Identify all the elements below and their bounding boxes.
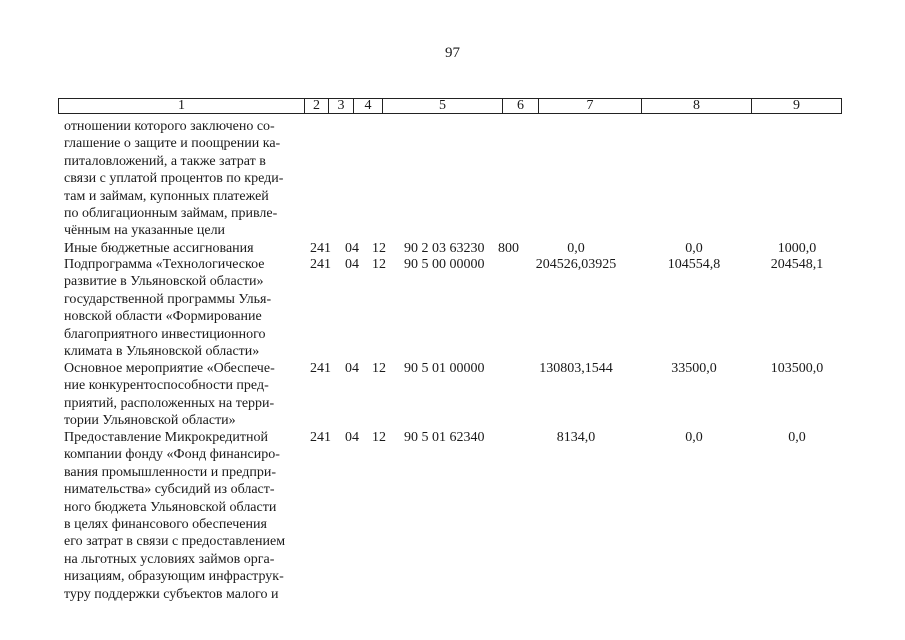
- cell-col-9: 103500,0: [770, 361, 824, 376]
- cell-col-5: 90 5 01 62340: [404, 430, 485, 445]
- text-line: климата в Ульяновской области»: [64, 344, 260, 360]
- header-col-2: 2: [304, 99, 328, 113]
- text-line: тории Ульяновской области»: [64, 413, 236, 429]
- cell-col-7: 130803,1544: [539, 361, 613, 376]
- text-line: по облигационным займам, привле-: [64, 206, 278, 222]
- text-line: нимательства» субсидий из област-: [64, 482, 275, 498]
- text-line: государственной программы Улья-: [64, 291, 272, 307]
- text-line: чённым на указанные цели: [64, 223, 226, 239]
- cell-col-2: 241: [310, 257, 331, 272]
- text-line: Иные бюджетные ассигнования: [64, 241, 254, 256]
- header-col-8: 8: [641, 99, 751, 113]
- cell-col-3: 04: [345, 257, 359, 272]
- cell-col-8: 33500,0: [671, 361, 717, 376]
- cell-col-3: 04: [345, 430, 359, 445]
- row-description: [64, 240, 300, 257]
- header-col-1: 1: [178, 98, 185, 113]
- cell-col-4: 12: [372, 257, 386, 272]
- cell-col-5: 90 5 01 00000: [404, 361, 485, 376]
- text-line: его затрат в связи с предоставлением: [64, 534, 286, 550]
- text-line: новской области «Формирование: [64, 309, 262, 325]
- cell-col-6: 800: [498, 241, 519, 256]
- text-line: связи с уплатой процентов по креди-: [64, 171, 284, 187]
- cell-col-4: 12: [372, 430, 386, 445]
- text-line: вания промышленности и предпри-: [64, 464, 276, 480]
- text-line: глашение о защите и поощрении ка-: [64, 136, 281, 152]
- cell-col-5: 90 5 00 00000: [404, 257, 485, 272]
- row-description: [64, 256, 300, 360]
- page-number: 97: [445, 45, 460, 61]
- table-header-row: [58, 98, 842, 114]
- header-col-4: 4: [353, 99, 382, 113]
- cell-col-4: 12: [372, 361, 386, 376]
- row-description: [64, 429, 300, 603]
- cell-col-8: 0,0: [685, 241, 703, 256]
- cell-col-2: 241: [310, 361, 331, 376]
- cell-col-9: 1000,0: [777, 241, 817, 256]
- text-line: приятий, расположенных на терри-: [64, 395, 275, 411]
- text-line: Подпрограмма «Технологическое: [64, 257, 265, 272]
- header-col-5: 5: [382, 99, 502, 113]
- cell-col-2: 241: [310, 430, 331, 445]
- cell-col-7: 204526,03925: [535, 257, 617, 272]
- text-line: развитие в Ульяновской области»: [64, 274, 264, 290]
- text-line: ние конкурентоспособности пред-: [64, 378, 269, 394]
- text-line: низациям, образующим инфраструк-: [64, 569, 284, 585]
- cell-col-8: 104554,8: [667, 257, 721, 272]
- header-col-7: 7: [538, 99, 641, 113]
- cell-col-9: 0,0: [788, 430, 806, 445]
- text-line: Основное мероприятие «Обеспече-: [64, 361, 275, 376]
- cell-col-4: 12: [372, 241, 386, 256]
- header-col-6: 6: [502, 99, 538, 113]
- text-line: отношении которого заключено со-: [64, 119, 275, 134]
- text-line: питаловложений, а также затрат в: [64, 153, 266, 169]
- cell-col-3: 04: [345, 241, 359, 256]
- cell-col-7: 0,0: [567, 241, 585, 256]
- text-line: в целях финансового обеспечения: [64, 517, 267, 533]
- header-col-3: 3: [328, 99, 353, 113]
- cell-col-3: 04: [345, 361, 359, 376]
- cell-col-2: 241: [310, 241, 331, 256]
- text-line: ного бюджета Ульяновской области: [64, 499, 277, 515]
- text-line: туру поддержки субъектов малого и: [64, 586, 279, 602]
- cell-col-8: 0,0: [685, 430, 703, 445]
- cell-col-5: 90 2 03 63230: [404, 241, 485, 256]
- cell-col-9: 204548,1: [770, 257, 824, 272]
- text-line: на льготных условиях займов орга-: [64, 551, 275, 567]
- header-col-9: 9: [751, 99, 841, 113]
- text-line: компании фонду «Фонд финансиро-: [64, 447, 280, 463]
- text-line: благоприятного инвестиционного: [64, 326, 266, 342]
- text-line: Предоставление Микрокредитной: [64, 430, 268, 445]
- row-description: [64, 360, 300, 430]
- row-description: [64, 118, 300, 240]
- cell-col-7: 8134,0: [556, 430, 596, 445]
- text-line: там и займам, купонных платежей: [64, 188, 269, 204]
